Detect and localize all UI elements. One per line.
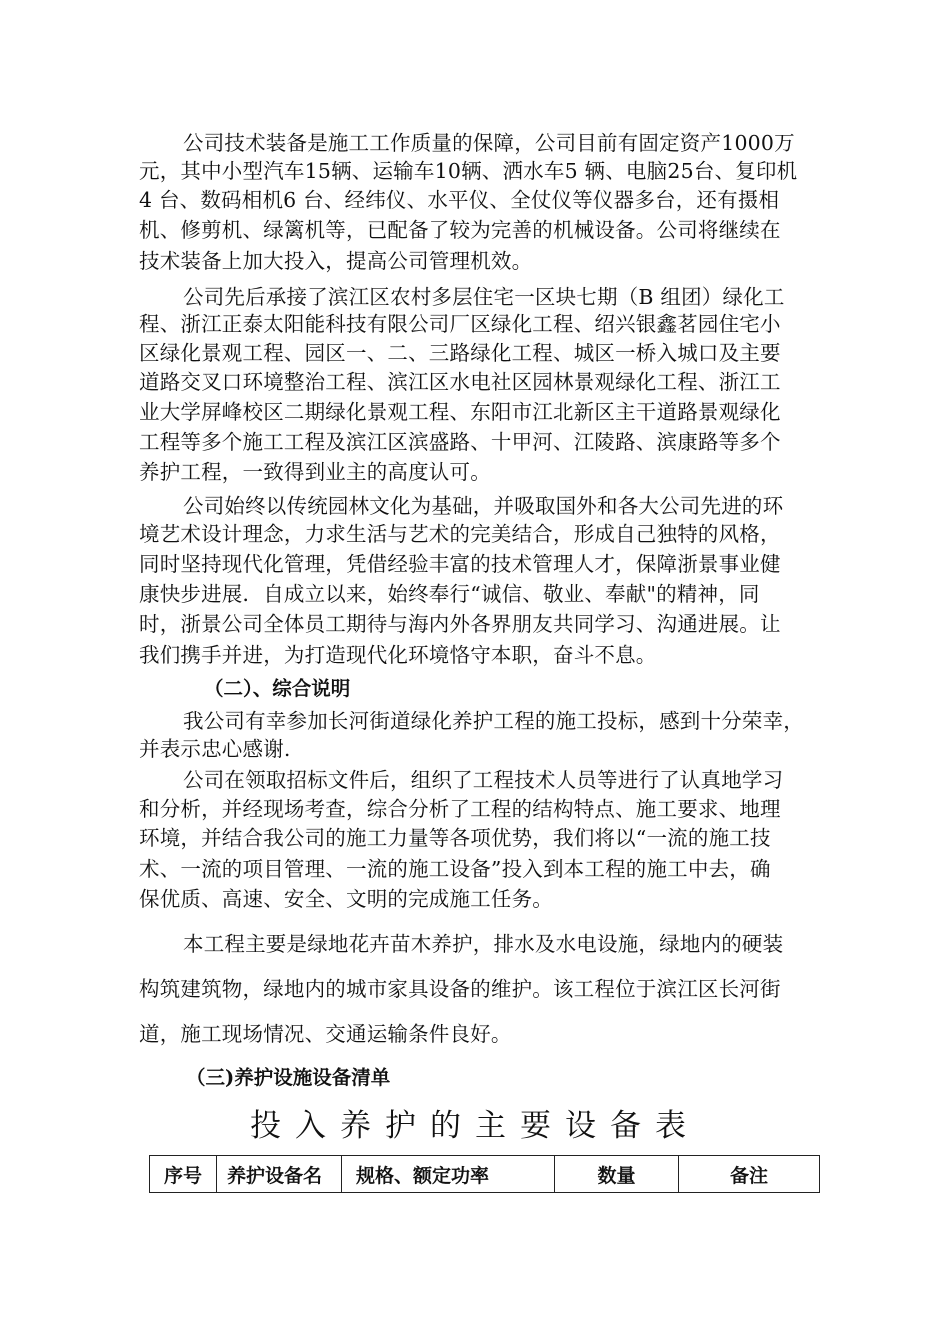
- text-line: 本工程主要是绿地花卉苗木养护，排水及水电设施，绿地内的硬装: [183, 932, 784, 956]
- table-header-cell: 规格、额定功率: [342, 1156, 555, 1193]
- table-header-cell: 养护设备名: [217, 1156, 342, 1193]
- table-header-cell: 备注: [679, 1156, 820, 1193]
- text-line: 4 台、数码相机6 台、经纬仪、水平仪、全仗仪等仪器多台，还有摄相: [139, 188, 780, 212]
- text-line: 机、修剪机、绿篱机等，已配备了较为完善的机械设备。公司将继续在: [139, 218, 781, 242]
- table-title: 投入养护的主要设备表: [250, 1108, 700, 1144]
- table-header-row: [150, 1156, 820, 1193]
- text-line: 并表示忠心感谢.: [139, 737, 291, 761]
- text-line: 道路交叉口环境整治工程、滨江区水电社区园林景观绿化工程、浙江工: [139, 370, 781, 394]
- text-line: 我公司有幸参加长河街道绿化养护工程的施工投标，感到十分荣幸，: [183, 709, 804, 733]
- text-line: 术、一流的项目管理、一流的施工设备”投入到本工程的施工中去，确: [139, 857, 771, 881]
- text-line: 元，其中小型汽车15辆、运输车10辆、洒水车5 辆、电脑25台、复印机: [139, 159, 798, 183]
- text-line: 工程等多个施工工程及滨江区滨盛路、十甲河、江陵路、滨康路等多个: [139, 430, 781, 454]
- text-line: 我们携手并进，为打造现代化环境恪守本职，奋斗不息。: [139, 643, 657, 667]
- text-line: 时，浙景公司全体员工期待与海内外各界朋友共同学习、沟通进展。让: [139, 612, 781, 636]
- text-line: 公司在领取招标文件后，组织了工程技术人员等进行了认真地学习: [183, 768, 784, 792]
- text-line: 公司始终以传统园林文化为基础，并吸取国外和各大公司先进的环: [183, 494, 784, 518]
- text-line: 道，施工现场情况、交通运输条件良好。: [139, 1022, 512, 1046]
- text-line: 公司技术装备是施工工作质量的保障，公司目前有固定资产1000万: [183, 131, 795, 155]
- section-heading: （二）、综合说明: [204, 677, 351, 700]
- text-line: 技术装备上加大投入，提高公司管理机效。: [139, 249, 533, 273]
- text-line: 构筑建筑物，绿地内的城市家具设备的维护。该工程位于滨江区长河街: [139, 977, 781, 1001]
- table-header-cell: 序号: [150, 1156, 217, 1193]
- text-line: 养护工程，一致得到业主的高度认可。: [139, 460, 491, 484]
- text-line: 区绿化景观工程、园区一、二、三路绿化工程、城区一桥入城口及主要: [139, 341, 781, 365]
- section-heading: （三)养护设施设备清单: [186, 1066, 391, 1089]
- text-line: 程、浙江正泰太阳能科技有限公司厂区绿化工程、绍兴银鑫茗园住宅小: [139, 312, 781, 336]
- text-line: 业大学屏峰校区二期绿化景观工程、东阳市江北新区主干道路景观绿化: [139, 400, 781, 424]
- text-line: 境艺术设计理念，力求生活与艺术的完美结合，形成自己独特的风格，: [139, 522, 781, 546]
- text-line: 环境，并结合我公司的施工力量等各项优势，我们将以“一流的施工技: [139, 826, 771, 850]
- text-line: 同时坚持现代化管理，凭借经验丰富的技术管理人才，保障浙景事业健: [139, 552, 781, 576]
- text-line: 公司先后承接了滨江区农村多层住宅一区块七期（B 组团）绿化工: [183, 285, 785, 309]
- equipment-table: [149, 1155, 820, 1193]
- text-line: 保优质、高速、安全、文明的完成施工任务。: [139, 887, 553, 911]
- table-header-cell: 数量: [555, 1156, 679, 1193]
- text-line: 康快步进展．自成立以来，始终奉行“诚信、敬业、奉献"的精神，同: [139, 582, 760, 606]
- text-line: 和分析，并经现场考查，综合分析了工程的结构特点、施工要求、地理: [139, 797, 781, 821]
